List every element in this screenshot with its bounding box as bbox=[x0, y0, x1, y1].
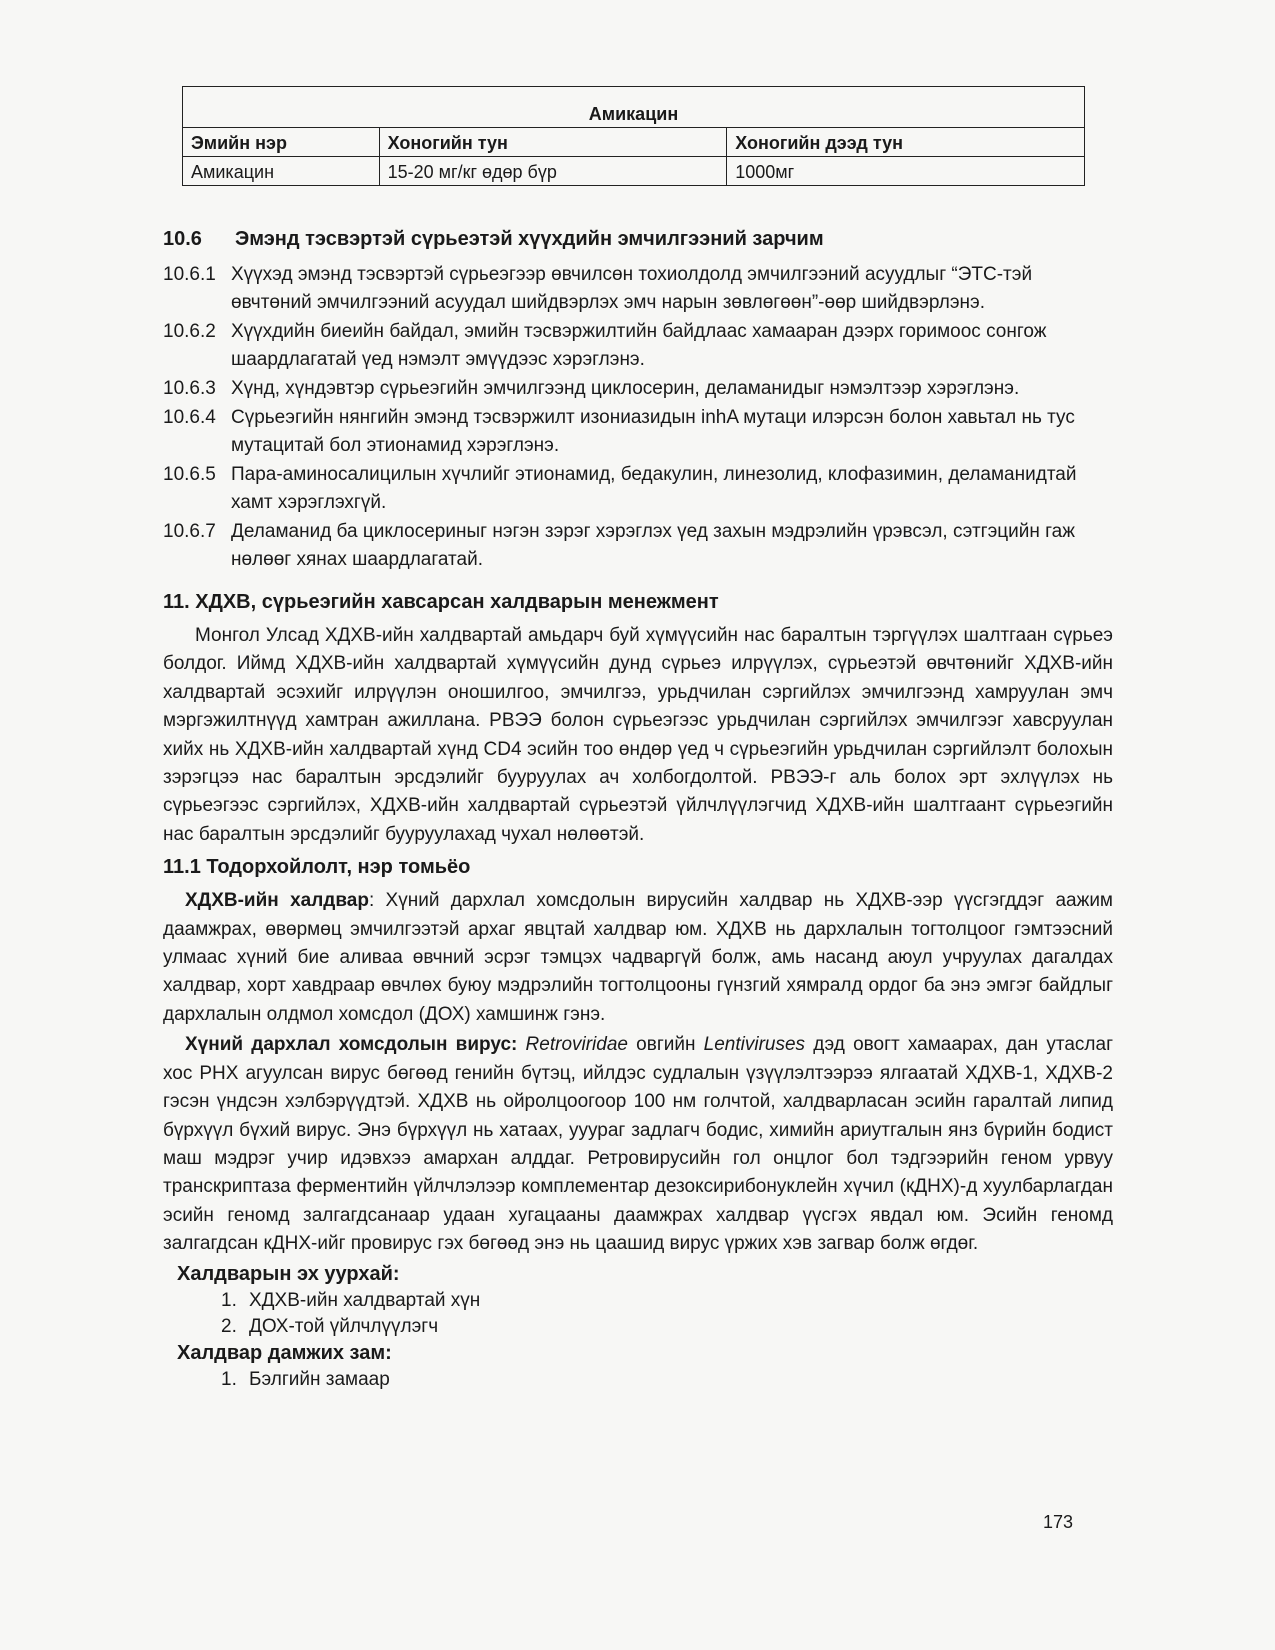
page-number: 173 bbox=[1043, 1512, 1074, 1532]
table-cell-max-daily-dose: 1000мг bbox=[727, 157, 1085, 186]
item-text: ХДХВ-ийн халдвартай хүн bbox=[249, 1289, 481, 1311]
section-title: Эмэнд тэсвэртэй сүрьеэтэй хүүхдийн эмчилгээний зарчим bbox=[235, 228, 824, 250]
item-text: Хүүхдийн биеийн байдал, эмийн тэсвэржилтийн байдлаас хамааран дээрх горимоос сонгож шаардлагатай үед нэмэлт эмүүдээс хэрэглэнэ. bbox=[231, 321, 1047, 370]
item-number: 1. bbox=[221, 1289, 237, 1311]
definition-text: дэд овогт хамаарах, дан утаслаг хос РНХ агуулсан вирус бөгөөд генийн бүтэц, ийлдэс судлалын үзүүлэлтээрээ ялгаатай ХДХВ-1, ХДХВ-2 гэсэн үндсэн хэлбэрүүдтэй. ХДХВ нь ойролцоогоор 100 нм голчтой, халдварласан эсийн гаралтай липид бүрхүүл бүхий вирус. Энэ бүрхүүл нь хатаах, ууураг задлагч бодис, химийн ариутгалын янз бүрийн бодист маш мэдрэг учир идэвхээ амархан алддаг. Ретровирусийн гол онцлог бол тэдгээрийн геном урвуу транскриптаза ферментийн үйлчлэлээр комплементар дезоксирибонуклейн хүчил (кДНХ)-д хуулбарлагдан эсийн геномд залгагдсанаар удаан хугацааны даамжрах халдвар үүсгэх явдал юм. Эсийн геномд залгагдсан кДНХ-ийг провирус гэх бөгөөд энэ нь цаашид вирус үржих хэв загвар болж өгдөг. bbox=[163, 1034, 1113, 1255]
definition-text: : Хүний дархлал хомсдолын вирусийн халдвар нь ХДХВ-ээр үүсгэгддэг аажим даамжрах, өвөрмөц эмчилгээтэй архаг явцтай халдвар юм. ХДХВ нь дархлалын тогтолцоог гэмтээсний улмаас хүний бие аливаа өвчний эсрэг тэмцэх чадваргүй болж, амь насанд аюул учруулах дагалдах халдвар, хорт хавдраар өвчлөх буюу мэдрэлийн тогтолцооны гүнзгий хямралд ордог ба энэ эмгэг байдлыг дархлалын олдмол хомсдол (ДОХ) хамшинж гэнэ. bbox=[163, 890, 1113, 1025]
transmission-route-label: Халдвар дамжих зам: bbox=[177, 1341, 392, 1364]
definition-hiv-virus bbox=[163, 1031, 1113, 1258]
table-header-drug-name: Эмийн нэр bbox=[183, 128, 380, 157]
amikacin-dosage-table bbox=[182, 86, 1085, 186]
table-cell-drug-name: Амикацин bbox=[183, 157, 380, 186]
item-text: Хүнд, хүндэвтэр сүрьеэгийн эмчилгээнд циклосерин, деламанидыг нэмэлтээр хэрэглэнэ. bbox=[231, 378, 1020, 399]
item-text: ДОХ-той үйлчлүүлэгч bbox=[249, 1315, 439, 1337]
list-item bbox=[221, 1314, 1113, 1340]
item-text: Деламанид ба циклосериныг нэгэн зэрэг хэрэглэх үед захын мэдрэлийн үрэвсэл, сэтгэцийн гаж нөлөөг хянах шаардлагатай. bbox=[231, 521, 1075, 570]
main-content bbox=[163, 225, 1113, 1393]
definition-term: ХДХВ-ийн халдвар bbox=[185, 890, 369, 912]
table-row bbox=[183, 157, 1085, 186]
definition-text bbox=[517, 1034, 525, 1055]
item-number: 10.6.5 bbox=[163, 464, 216, 485]
taxon-name: Lentiviruses bbox=[703, 1034, 806, 1056]
section-11-1-heading: 11.1 Тодорхойлолт, нэр томьёо bbox=[163, 856, 471, 879]
list-item bbox=[163, 318, 1113, 374]
definition-text: овгийн bbox=[627, 1034, 704, 1056]
table-title: Амикацин bbox=[183, 87, 1085, 128]
item-number: 10.6.3 bbox=[163, 378, 216, 399]
item-number: 10.6.2 bbox=[163, 321, 216, 342]
transmission-route-list bbox=[163, 1367, 1113, 1393]
infection-source-label: Халдварын эх уурхай: bbox=[177, 1262, 400, 1285]
table-header-max-daily-dose: Хоногийн дээд тун bbox=[727, 128, 1085, 157]
list-item bbox=[163, 261, 1113, 317]
list-item bbox=[221, 1367, 1113, 1393]
item-number: 2. bbox=[221, 1315, 237, 1337]
item-number: 10.6.7 bbox=[163, 521, 216, 542]
item-number: 10.6.4 bbox=[163, 407, 216, 428]
item-number: 10.6.1 bbox=[163, 264, 216, 285]
list-item bbox=[221, 1288, 1113, 1314]
definition-hiv-infection bbox=[163, 887, 1113, 1029]
list-item bbox=[163, 375, 1113, 403]
item-number: 1. bbox=[221, 1368, 237, 1390]
item-text: Сүрьеэгийн нянгийн эмэнд тэсвэржилт изониазидын inhA мутаци илэрсэн болон хавьтал нь тус мутацитай бол этионамид хэрэглэнэ. bbox=[231, 407, 1075, 456]
section-10-6-heading bbox=[163, 225, 1113, 253]
table-header-daily-dose: Хоногийн тун bbox=[379, 128, 727, 157]
definition-term: Хүний дархлал хомсдолын вирус: bbox=[185, 1034, 518, 1056]
list-item bbox=[163, 518, 1113, 574]
item-text: Бэлгийн замаар bbox=[249, 1368, 390, 1390]
section-11-heading: 11. ХДХВ, сүрьеэгийн хавсарсан халдварын менежмент bbox=[163, 591, 719, 613]
list-item bbox=[163, 461, 1113, 517]
section-number: 10.6 bbox=[163, 228, 202, 250]
list-item bbox=[163, 404, 1113, 460]
table-cell-daily-dose: 15-20 мг/кг өдөр бүр bbox=[379, 157, 727, 186]
item-text: Пара-аминосалицилын хүчлийг этионамид, бедакулин, линезолид, клофазимин, деламанидтай хамт хэрэглэхгүй. bbox=[231, 464, 1077, 513]
infection-source-list bbox=[163, 1288, 1113, 1340]
section-11-paragraph: Монгол Улсад ХДХВ-ийн халдвартай амьдарч буй хүмүүсийн нас баралтын тэргүүлэх шалтгаан сүрьеэ болдог. Иймд ХДХВ-ийн халдвартай хүмүүсийн дунд сүрьеэ илрүүлэх, сүрьеэтэй өвчтөнийг ХДХВ-ийн халдвартай эсэхийг илрүүлэн оношилгоо, эмчилгээ, урьдчилан сэргийлэх эмчилгээнд хамруулан эмч мэргэжилтнүүд хамтран ажиллана. РВЭЭ болон сүрьеэгээс урьдчилан сэргийлэх эмчилгээг хавсруулан хийх нь ХДХВ-ийн халдвартай хүнд CD4 эсийн тоо өндөр үед ч сүрьеэгийн урьдчилан сэргийлэлт болохын зэрэгцээ нас баралтын эрсдэлийг бууруулах ач холбогдолтой. РВЭЭ-г аль болох эрт эхлүүлэх нь сүрьеэгээс сэргийлэх, ХДХВ-ийн халдвартай сүрьеэтэй үйлчлүүлэгчид ХДХВ-ийн шалтгаант сүрьеэгийн нас баралтын эрсдэлийг бууруулахад чухал нөлөөтэй. bbox=[163, 625, 1113, 845]
item-text: Хүүхэд эмэнд тэсвэртэй сүрьеэгээр өвчилсөн тохиолдолд эмчилгээний асуудлыг “ЭТС-тэй өвчтөний эмчилгээний асуудал шийдвэрлэх эмч нарын зөвлөгөөн”-өөр шийдвэрлэнэ. bbox=[231, 264, 1033, 313]
table-header-row bbox=[183, 128, 1085, 157]
taxon-name: Retroviridae bbox=[525, 1034, 628, 1056]
